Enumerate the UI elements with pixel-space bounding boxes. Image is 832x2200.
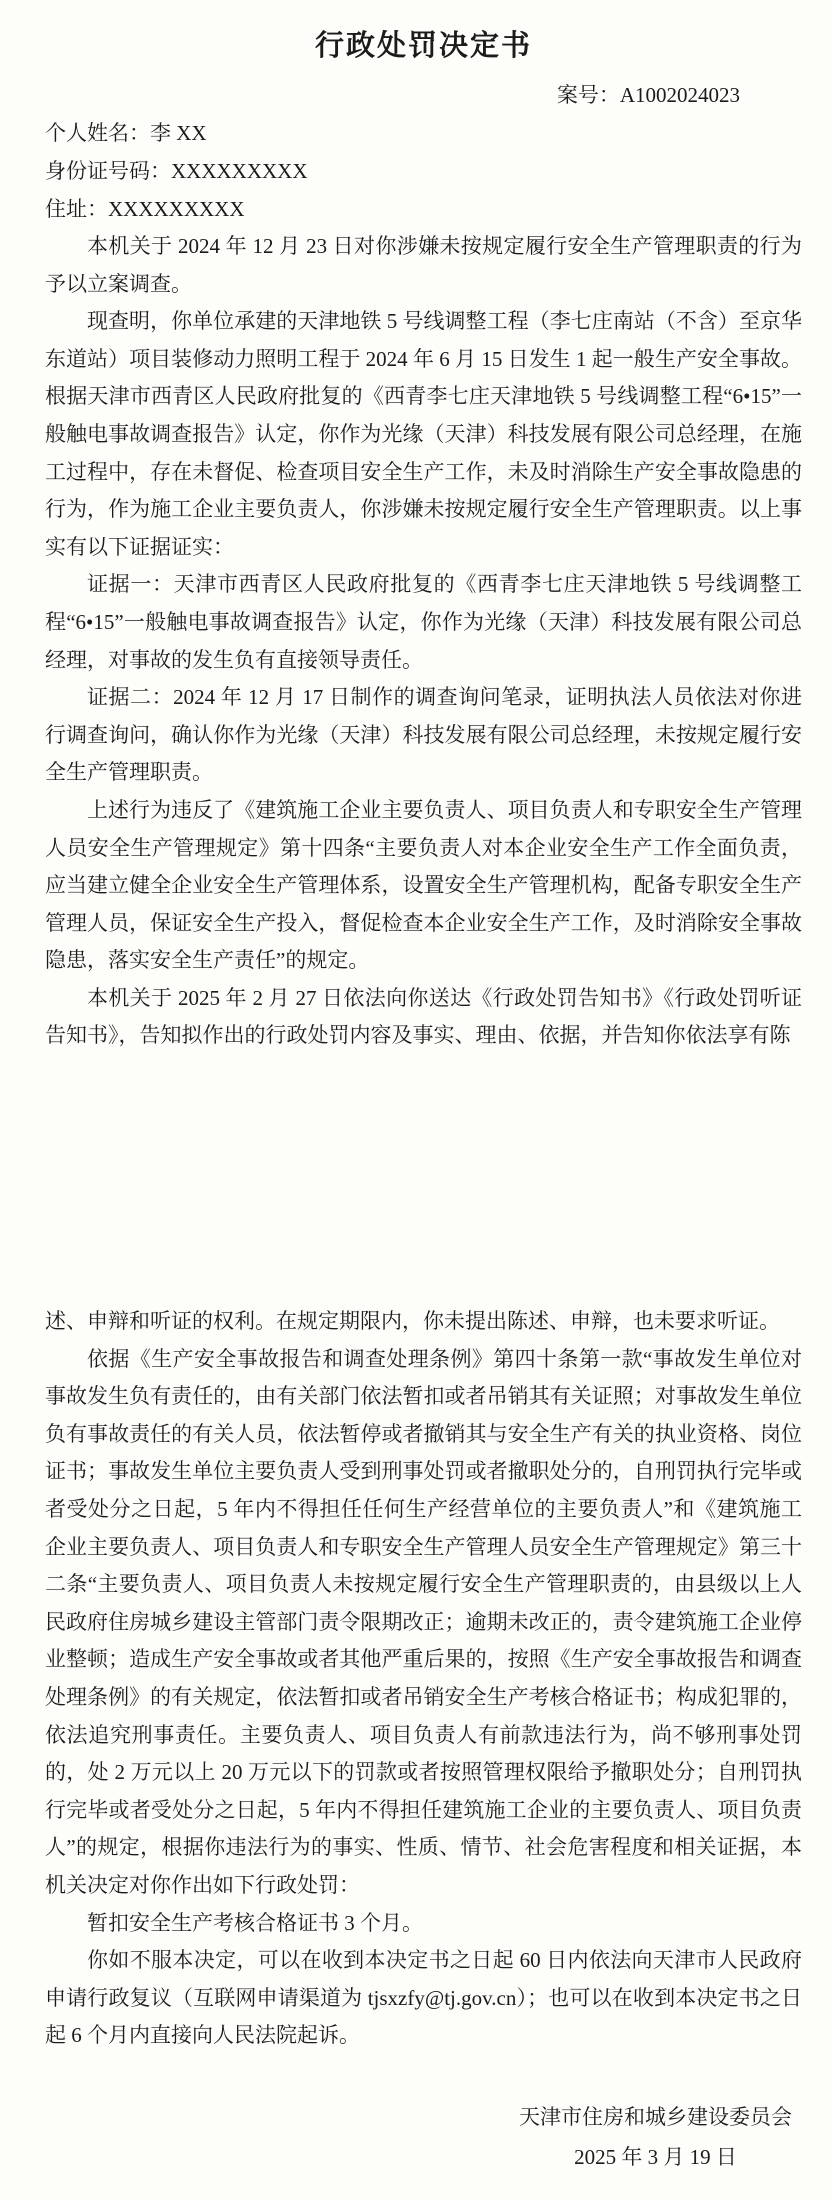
paragraph-evidence-1: 证据一：天津市西青区人民政府批复的《西青李七庄天津地铁 5 号线调整工程“6•15”一般触电事故调查报告》认定，你作为光缘（天津）科技发展有限公司总经理，对事故的发生负有直接领导责任。 [45, 572, 802, 672]
document-title: 行政处罚决定书 [314, 30, 532, 62]
paragraph-case-filing: 本机关于 2024 年 12 月 23 日对你涉嫌未按规定履行安全生产管理职责的行为予以立案调查。 [45, 234, 802, 296]
field-address [45, 190, 802, 228]
signature-date: 2025 年 3 月 19 日 [574, 2144, 737, 2169]
field-address-value: XXXXXXXXX [108, 197, 245, 221]
field-personal-name [45, 114, 802, 152]
paragraph-notification-continuation: 述、申辩和听证的权利。在规定期限内，你未提出陈述、申辩，也未要求听证。 [45, 1309, 780, 1334]
signature-block [519, 2097, 792, 2177]
field-id-number-label: 身份证号码： [45, 159, 171, 183]
paragraph-violation: 上述行为违反了《建筑施工企业主要负责人、项目负责人和专职安全生产管理人员安全生产管理规定》第十四条“主要负责人对本企业安全生产工作全面负责，应当建立健全企业安全生产管理体系，设置安全生产管理机构，配备专职安全生产管理人员，保证安全生产投入，督促检查本企业安全生产工作，及时消除安全事故隐患，落实安全生产责任”的规定。 [45, 797, 802, 973]
paragraph-appeal-rights: 你如不服本决定，可以在收到本决定书之日起 60 日内依法向天津市人民政府申请行政复议（互联网申请渠道为 tjsxzfy@tj.gov.cn）；也可以在收到本决定书之日起 6 个月内直接向人民法院起诉。 [45, 1948, 802, 2048]
page-break-gap [45, 1055, 802, 1303]
paragraph-legal-basis: 依据《生产安全事故报告和调查处理条例》第四十条第一款“事故发生单位对事故发生负有责任的，由有关部门依法暂扣或者吊销其有关证照；对事故发生单位负有事故责任的有关人员，依法暂停或者撤销其与安全生产有关的执业资格、岗位证书；事故发生单位主要负责人受到刑事处罚或者撤职处分的，自刑罚执行完毕或者受处分之日起，5 年内不得担任任何生产经营单位的主要负责人”和《建筑施工企业主要负责人、项目负责人和专职安全生产管理人员安全生产管理规定》第三十二条“主要负责人、项目负责人未按规定履行安全生产管理职责的，由县级以上人民政府住房城乡建设主管部门责令限期改正；逾期未改正的，责令建筑施工企业停业整顿；造成生产安全事故或者其他严重后果的，按照《生产安全事故报告和调查处理条例》的有关规定，依法暂扣或者吊销安全生产考核合格证书；构成犯罪的，依法追究刑事责任。主要负责人、项目负责人有前款违法行为，尚不够刑事处罚的，处 2 万元以上 20 万元以下的罚款或者按照管理权限给予撤职处分；自刑罚执行完毕或者受处分之日起，5 年内不得担任建筑施工企业的主要负责人、项目负责人”的规定，根据你违法行为的事实、性质、情节、社会危害程度和相关证据，本机关决定对你作出如下行政处罚： [45, 1346, 802, 1897]
field-id-number [45, 152, 802, 190]
field-personal-name-value: 李 XX [150, 121, 207, 145]
paragraph-evidence-2: 证据二：2024 年 12 月 17 日制作的调查询问笔录，证明执法人员依法对你进行调查询问，确认你作为光缘（天津）科技发展有限公司总经理，未按规定履行安全生产管理职责。 [45, 685, 802, 785]
paragraph-penalty-decision: 暂扣安全生产考核合格证书 3 个月。 [87, 1910, 423, 1935]
field-address-label: 住址： [45, 197, 108, 221]
paragraph-notification: 本机关于 2025 年 2 月 27 日依法向你送达《行政处罚告知书》《行政处罚听证告知书》，告知拟作出的行政处罚内容及事实、理由、依据，并告知你依法享有陈 [45, 985, 802, 1048]
signature-organization: 天津市住房和城乡建设委员会 [519, 2104, 792, 2129]
paragraph-findings: 现查明，你单位承建的天津地铁 5 号线调整工程（李七庄南站（不含）至京华东道站）项目装修动力照明工程于 2024 年 6 月 15 日发生 1 起一般生产安全事故。根据天津市西青区人民政府批复的《西青李七庄天津地铁 5 号线调整工程“6•15”一般触电事故调查报告》认定，你作为光缘（天津）科技发展有限公司总经理，在施工过程中，存在未督促、检查项目安全生产工作，未及时消除生产安全事故隐患的行为，作为施工企业主要负责人，你涉嫌未按规定履行安全生产管理职责。以上事实有以下证据证实： [45, 309, 802, 559]
case-number-value: A1002024023 [619, 83, 740, 107]
case-number-label: 案号： [556, 83, 620, 107]
case-number-line [45, 76, 802, 114]
field-personal-name-label: 个人姓名： [45, 121, 150, 145]
field-id-number-value: XXXXXXXXX [171, 159, 308, 183]
